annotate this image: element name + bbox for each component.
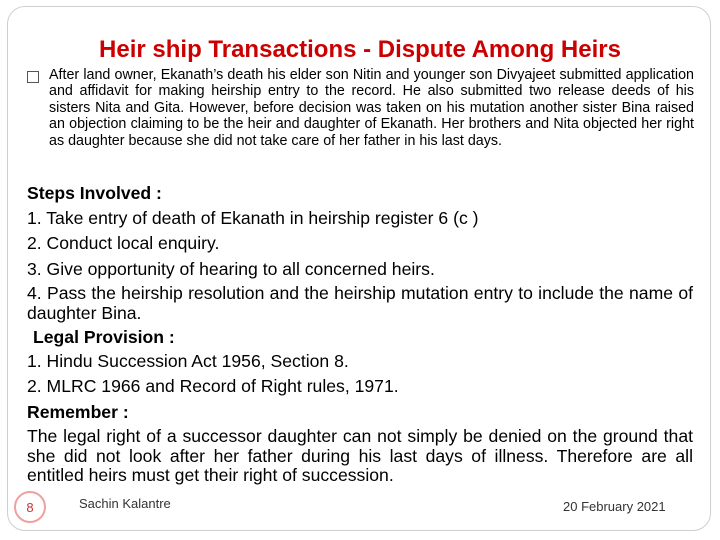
step-item-4: 4. Pass the heirship resolution and the heirship mutation entry to include the name of daughter Bina. — [27, 283, 693, 323]
legal-item-1: 1. Hindu Succession Act 1956, Section 8. — [27, 351, 349, 371]
step-item-1: 1. Take entry of death of Ekanath in heirship register 6 (c ) — [27, 208, 479, 228]
intro-paragraph: After land owner, Ekanath’s death his elder son Nitin and younger son Divyajeet submitted application and affidavit for making heirship entry to the record. He also submitted two release deeds of his sisters Nita and Gita. However, before decision was taken on his mutation another sister Bina raised an objection claiming to be the heir and daughter of Ekanath. Her brothers and Nita objected her right as daughter because she did not take care of her father in his last days. — [49, 67, 694, 149]
footer-date: 20 February 2021 — [563, 499, 666, 514]
page-number-badge — [14, 491, 46, 523]
legal-item-2: 2. MLRC 1966 and Record of Right rules, 1971. — [27, 376, 399, 396]
remember-heading: Remember : — [27, 402, 129, 422]
bullet-square-icon — [27, 71, 39, 83]
page-number: 8 — [26, 499, 34, 515]
slide-title: Heir ship Transactions - Dispute Among Heirs — [99, 36, 621, 63]
steps-heading: Steps Involved : — [27, 183, 162, 203]
remember-paragraph: The legal right of a successor daughter can not simply be denied on the ground that she did not look after her father during his last days of illness. Therefore are all entitled heirs must get their right of succession. — [27, 426, 693, 485]
legal-heading: Legal Provision : — [33, 327, 175, 347]
footer-author: Sachin Kalantre — [79, 496, 171, 511]
step-item-2: 2. Conduct local enquiry. — [27, 233, 220, 253]
step-item-3: 3. Give opportunity of hearing to all concerned heirs. — [27, 259, 435, 279]
